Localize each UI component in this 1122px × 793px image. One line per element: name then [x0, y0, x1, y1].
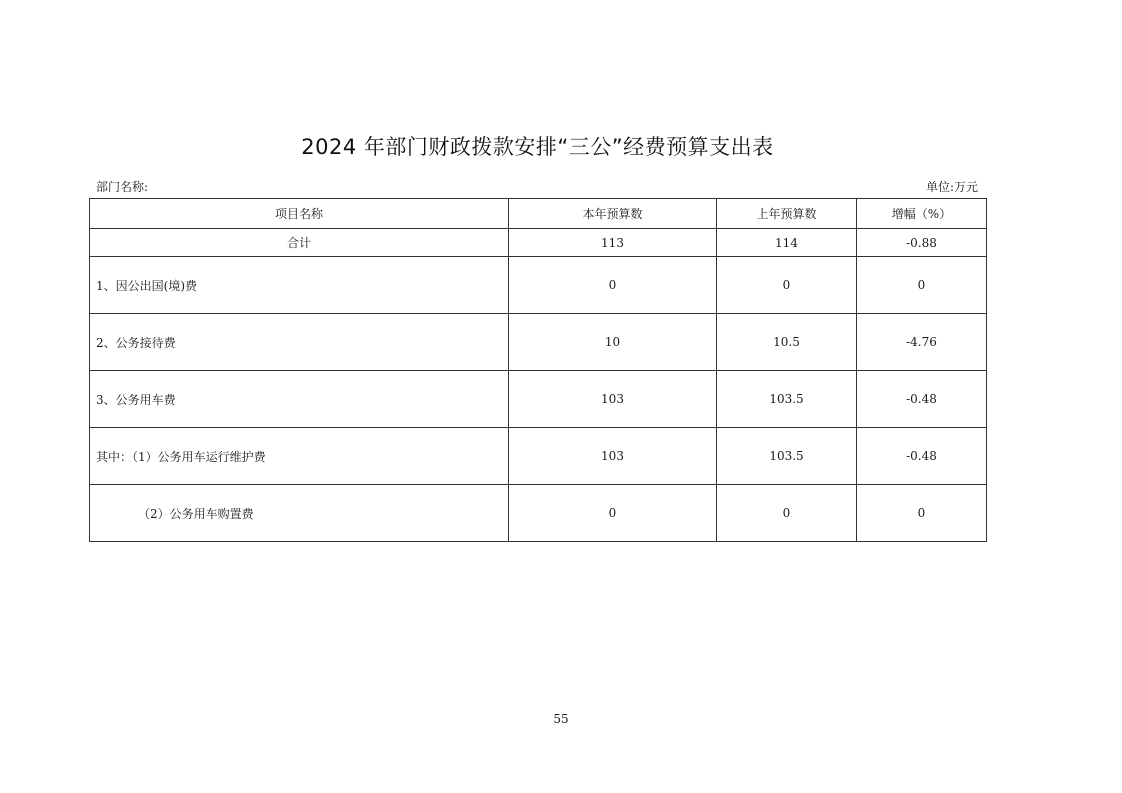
- row-change: 0: [857, 485, 987, 542]
- table-row: [90, 371, 987, 428]
- row-previous: 0: [717, 485, 857, 542]
- table-row: [90, 257, 987, 314]
- row-change: -0.48: [857, 428, 987, 485]
- row-name: 其中：（1）公务用车运行维护费: [90, 428, 509, 485]
- row-current: 103: [509, 428, 717, 485]
- row-previous: 10.5: [717, 314, 857, 371]
- table-row: [90, 485, 987, 542]
- row-previous: 103.5: [717, 428, 857, 485]
- header-previous-budget: 上年预算数: [717, 199, 857, 229]
- unit-label: 单位:万元: [925, 180, 978, 194]
- row-change: 0: [857, 257, 987, 314]
- row-current: 0: [509, 257, 717, 314]
- row-name: 2、公务接待费: [90, 314, 509, 371]
- row-current: 10: [509, 314, 717, 371]
- row-change: -4.76: [857, 314, 987, 371]
- row-previous: 103.5: [717, 371, 857, 428]
- row-current: 103: [509, 371, 717, 428]
- row-change: -0.48: [857, 371, 987, 428]
- table-header-row: [90, 199, 987, 229]
- table-row-total: [90, 229, 987, 257]
- total-name: 合计: [90, 229, 509, 257]
- header-current-budget: 本年预算数: [509, 199, 717, 229]
- row-name: （2）公务用车购置费: [90, 485, 509, 542]
- table-row: [90, 314, 987, 371]
- total-previous: 114: [717, 229, 857, 257]
- table-row: [90, 428, 987, 485]
- header-change: 增幅（%）: [857, 199, 987, 229]
- row-name: 3、公务用车费: [90, 371, 509, 428]
- department-name-label: 部门名称:: [96, 180, 149, 194]
- total-current: 113: [509, 229, 717, 257]
- row-current: 0: [509, 485, 717, 542]
- row-name: 1、因公出国(境)费: [90, 257, 509, 314]
- row-previous: 0: [717, 257, 857, 314]
- page-number: 55: [553, 712, 569, 726]
- page-title: 2024 年部门财政拨款安排“三公”经费预算支出表: [301, 135, 774, 159]
- total-change: -0.88: [857, 229, 987, 257]
- budget-table: [89, 198, 987, 542]
- header-item-name: 项目名称: [90, 199, 509, 229]
